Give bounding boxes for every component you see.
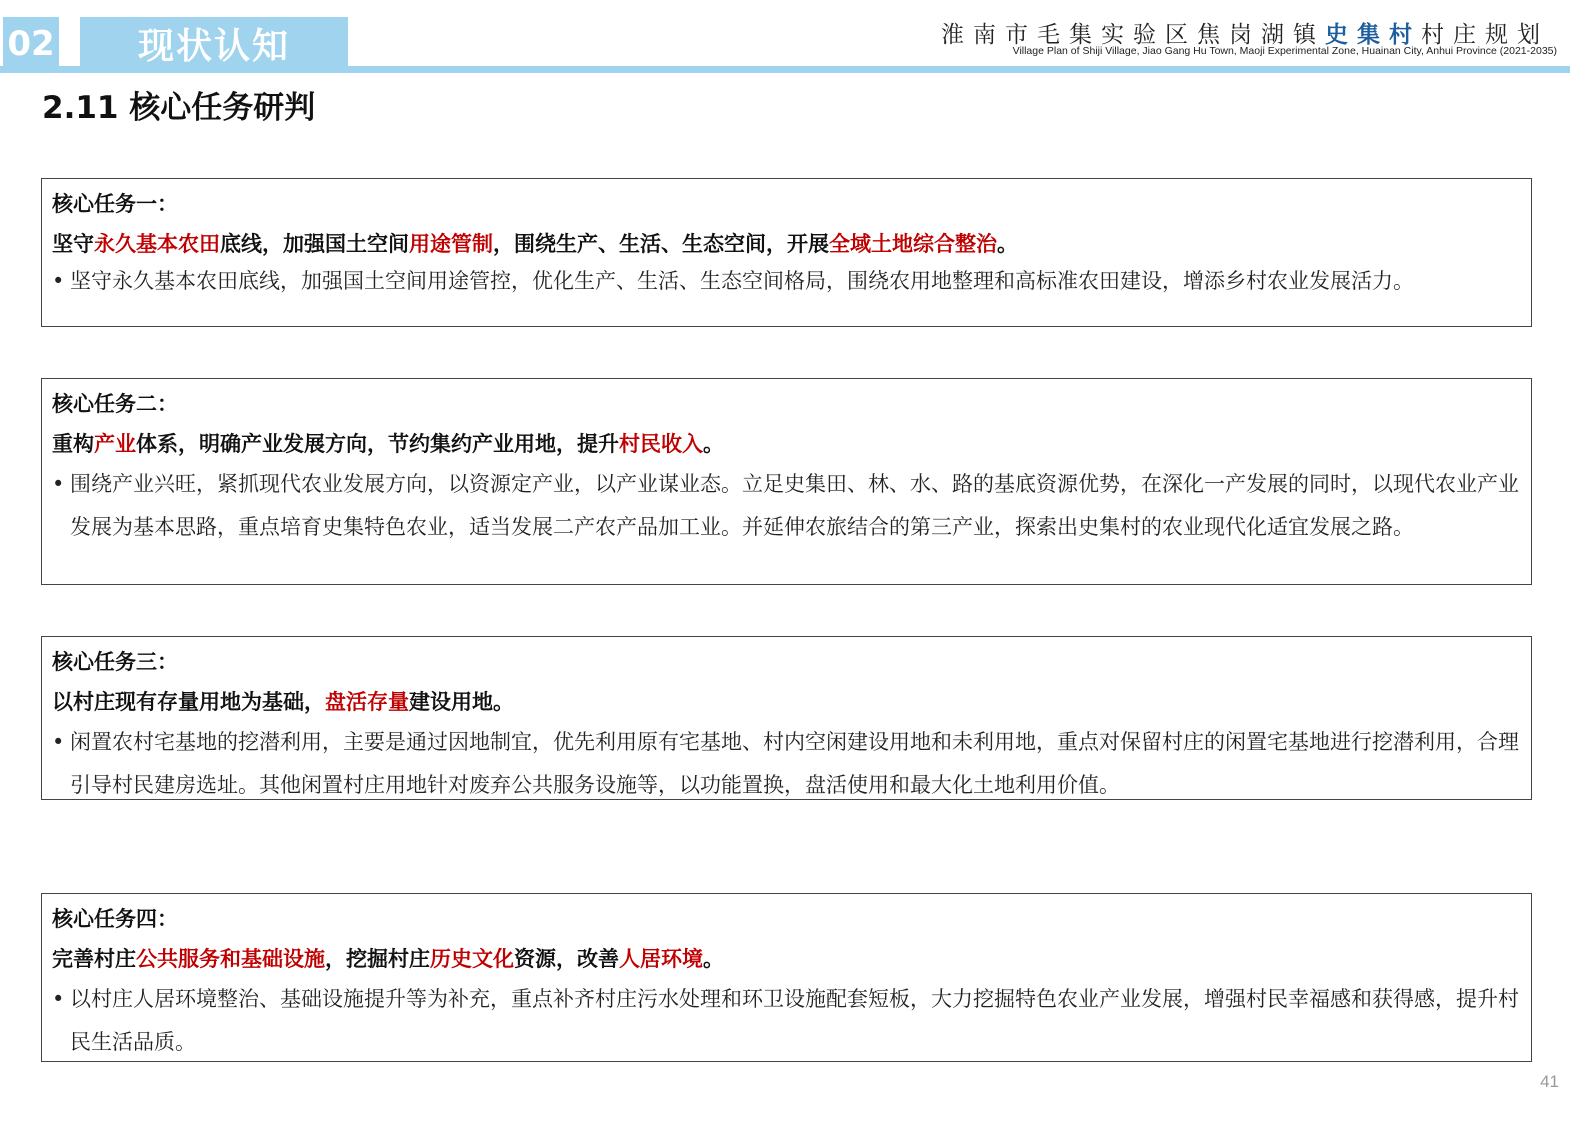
bullet-marker: •: [52, 987, 65, 1011]
headline-segment: 完善村庄: [52, 947, 136, 971]
task-label: 核心任务二：: [52, 392, 178, 416]
task-description: [52, 721, 1521, 807]
page-number: 41: [1540, 1072, 1559, 1091]
headline-segment: 底线，加强国土空间: [220, 232, 409, 256]
task-box-2: [41, 378, 1532, 585]
headline-segment: ，围绕生产、生活、生态空间，开展: [493, 232, 829, 256]
plan-title-prefix: 淮南市毛集实验区焦岗湖镇: [941, 22, 1325, 48]
description-text: 以村庄人居环境整治、基础设施提升等为补充，重点补齐村庄污水处理和环卫设施配套短板，大力挖掘特色农业产业发展，增强村民幸福感和获得感，提升村民生活品质。: [70, 987, 1519, 1054]
headline-segment: 。: [703, 947, 724, 971]
headline-highlight: 盘活存量: [325, 690, 409, 714]
headline-highlight: 公共服务和基础设施: [136, 947, 325, 971]
task-box-1: [41, 178, 1532, 327]
plan-subtitle: Village Plan of Shiji Village, Jiao Gang Hu Town, Maoji Experimental Zone, Huainan City, Anhui Province (2021-2035): [1012, 45, 1557, 57]
headline-highlight: 全域土地综合整治: [829, 232, 997, 256]
task-headline: [52, 685, 1521, 725]
headline-highlight: 产业: [94, 432, 136, 456]
task-description: [52, 978, 1521, 1064]
headline-highlight: 人居环境: [619, 947, 703, 971]
task-box-3: [41, 636, 1532, 800]
bullet-marker: •: [52, 472, 65, 496]
headline-highlight: 永久基本农田: [94, 232, 220, 256]
task-description: [52, 463, 1521, 549]
headline-highlight: 历史文化: [430, 947, 514, 971]
headline-segment: 资源，改善: [514, 947, 619, 971]
plan-title-village: 史集村: [1325, 21, 1421, 48]
page-heading: 2.11 核心任务研判: [42, 90, 316, 126]
task-headline: [52, 427, 1521, 467]
headline-segment: 重构: [52, 432, 94, 456]
section-title: 现状认知: [80, 17, 348, 69]
headline-segment: ，挖掘村庄: [325, 947, 430, 971]
bullet-marker: •: [52, 730, 65, 754]
headline-segment: 建设用地。: [409, 690, 514, 714]
bullet-marker: •: [52, 269, 65, 293]
task-label: 核心任务一：: [52, 192, 178, 216]
description-text: 围绕产业兴旺，紧抓现代农业发展方向，以资源定产业，以产业谋业态。立足史集田、林、水、路的基底资源优势，在深化一产发展的同时，以现代农业产业发展为基本思路，重点培育史集特色农业，适当发展二产农产品加工业。并延伸农旅结合的第三产业，探索出史集村的农业现代化适宜发展之路。: [70, 472, 1519, 539]
description-text: 坚守永久基本农田底线，加强国土空间用途管控，优化生产、生活、生态空间格局，围绕农用地整理和高标准农田建设，增添乡村农业发展活力。: [70, 269, 1414, 293]
headline-segment: 。: [703, 432, 724, 456]
task-label: 核心任务四：: [52, 907, 178, 931]
task-description: [52, 267, 1521, 295]
task-headline: [52, 942, 1521, 982]
task-box-4: [41, 893, 1532, 1062]
section-number: 02: [3, 17, 59, 71]
task-headline: [52, 227, 1521, 267]
headline-highlight: 村民收入: [619, 432, 703, 456]
headline-segment: 体系，明确产业发展方向，节约集约产业用地，提升: [136, 432, 619, 456]
headline-segment: 以村庄现有存量用地为基础，: [52, 690, 325, 714]
headline-segment: 。: [997, 232, 1018, 256]
headline-segment: 坚守: [52, 232, 94, 256]
description-text: 闲置农村宅基地的挖潜利用，主要是通过因地制宜，优先利用原有宅基地、村内空闲建设用地和未利用地，重点对保留村庄的闲置宅基地进行挖潜利用，合理引导村民建房选址。其他闲置村庄用地针对废弃公共服务设施等，以功能置换，盘活使用和最大化土地利用价值。: [70, 730, 1519, 797]
headline-highlight: 用途管制: [409, 232, 493, 256]
task-label: 核心任务三：: [52, 650, 178, 674]
plan-title-suffix: 村庄规划: [1421, 22, 1549, 48]
